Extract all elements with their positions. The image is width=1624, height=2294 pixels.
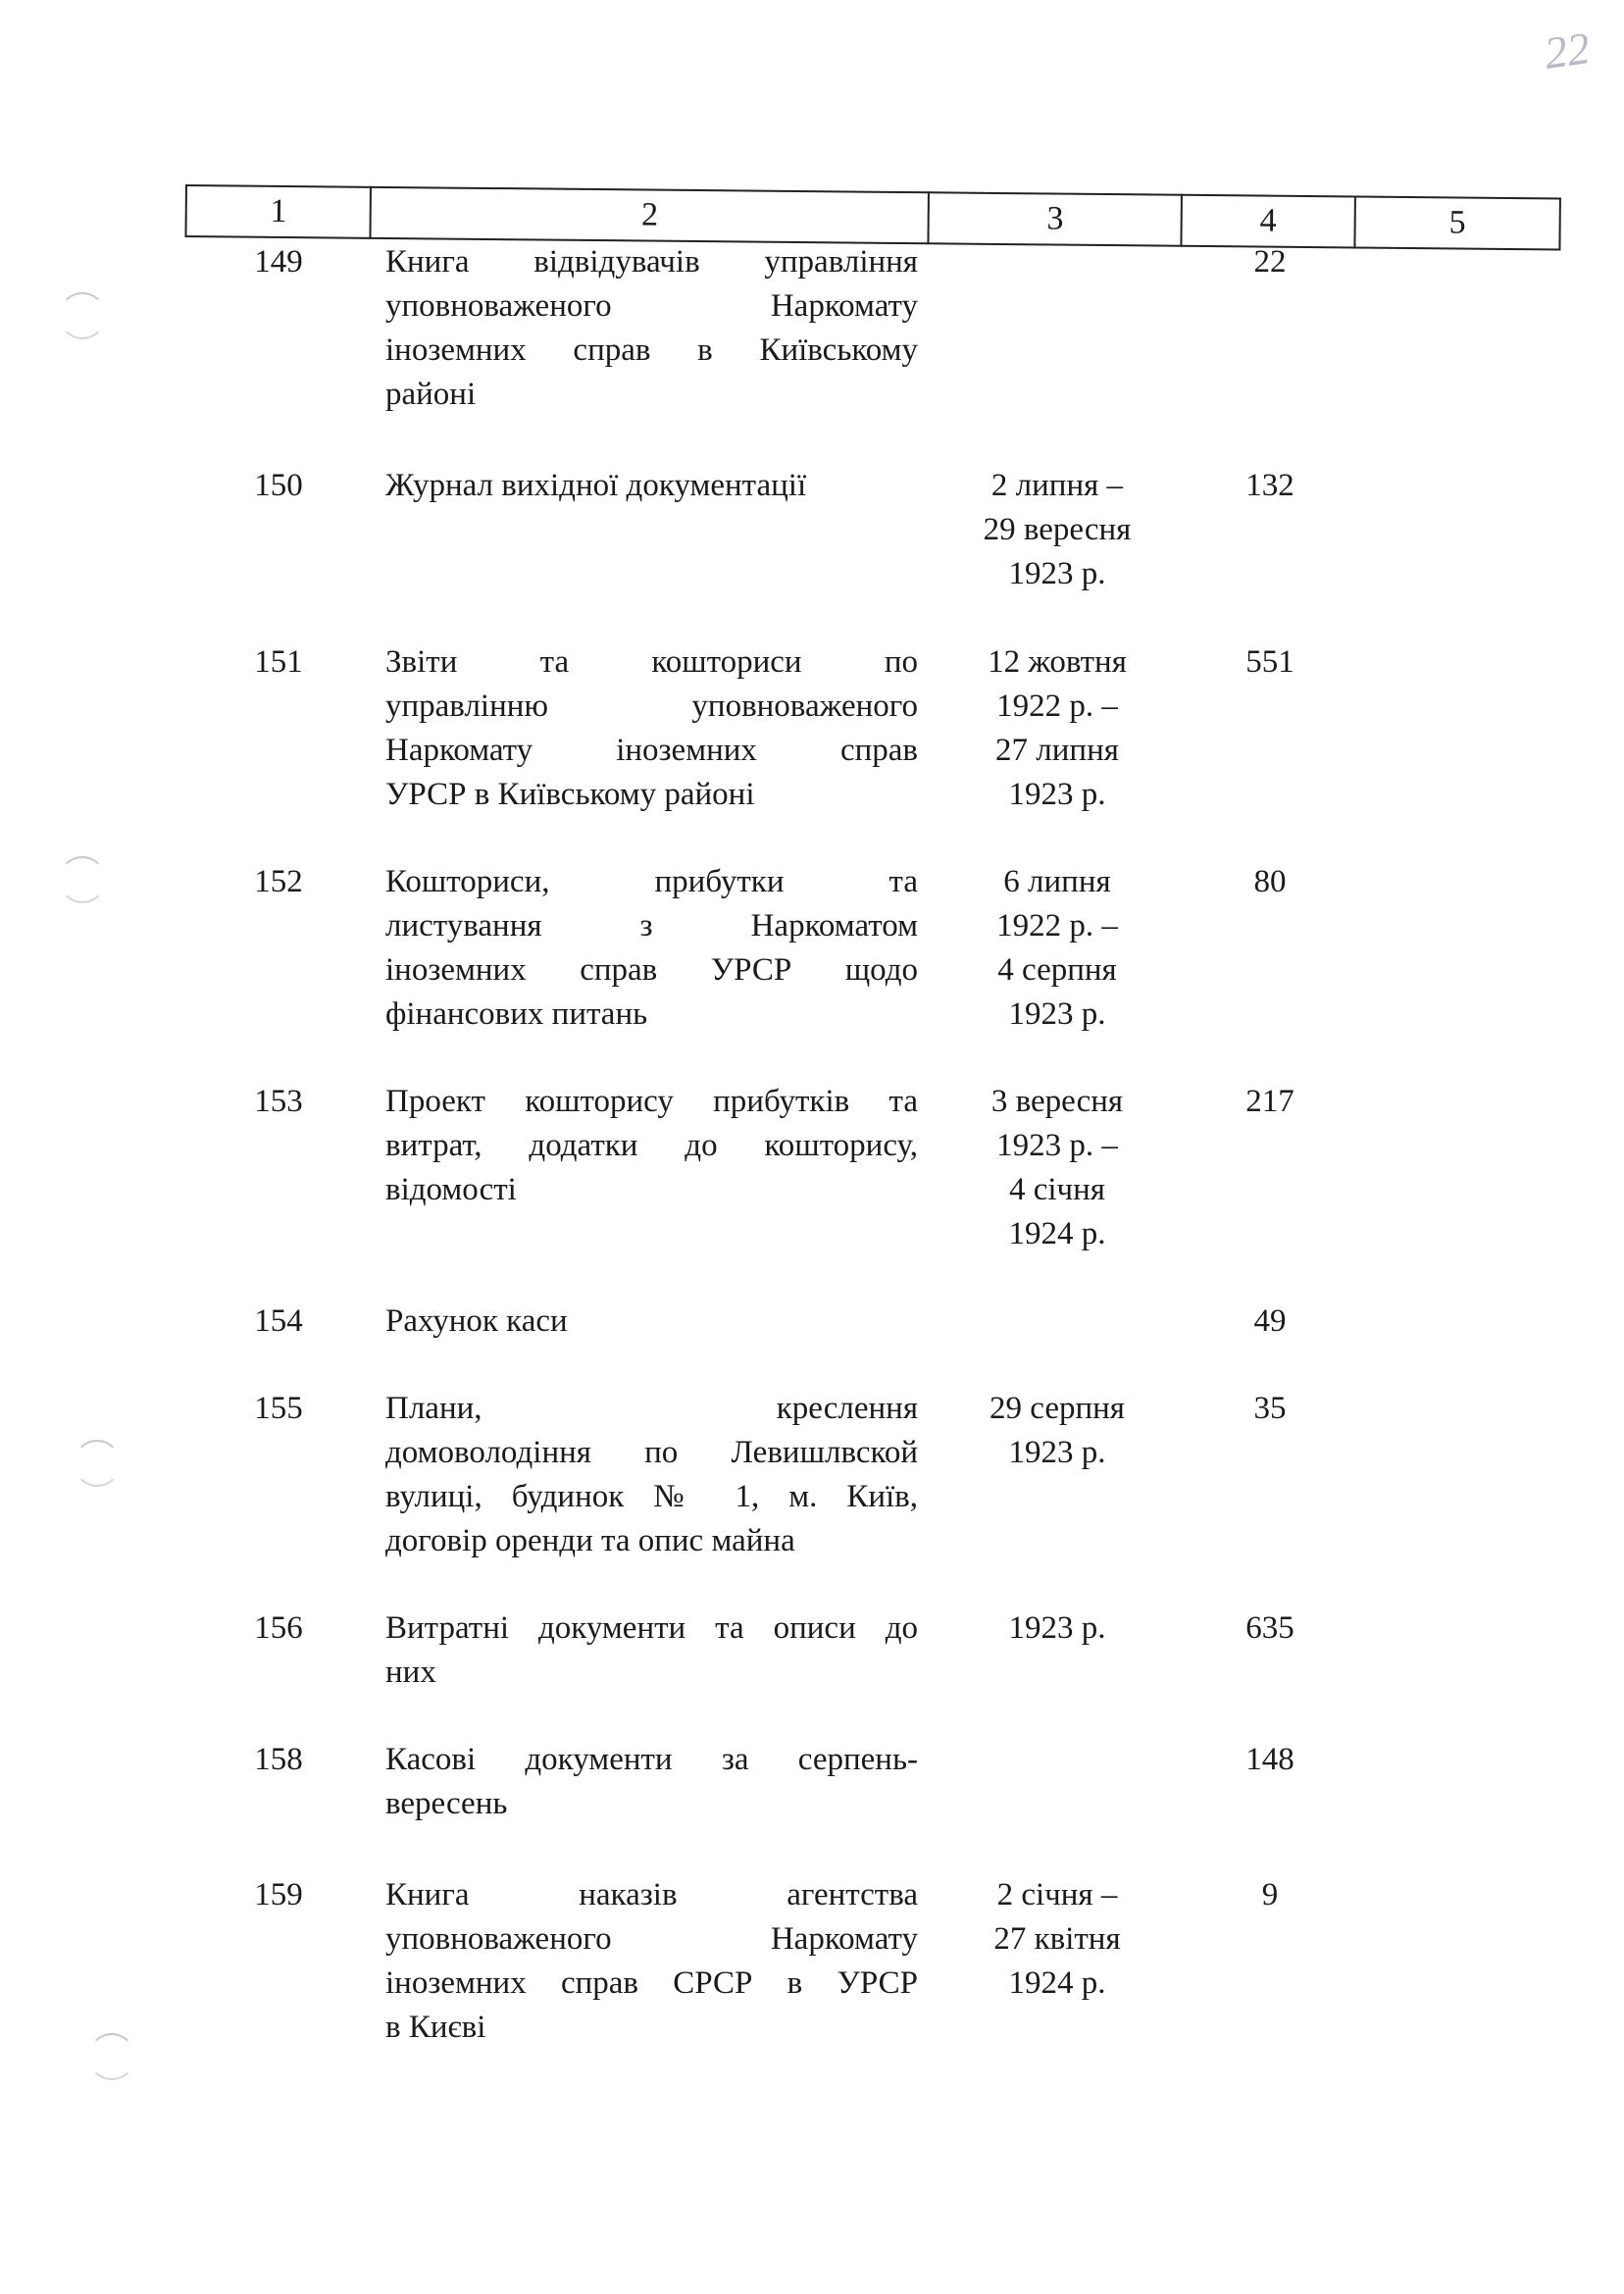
page-number: 22 <box>1541 23 1594 78</box>
item-title-line: фінансових питань <box>385 996 648 1032</box>
item-number: 149 <box>254 244 303 280</box>
column-header: 3 <box>929 192 1182 245</box>
item-date-line: 3 вересня <box>990 1084 1124 1119</box>
item-title <box>385 1080 918 1212</box>
item-title-line: договір оренди та опис майна <box>385 1523 795 1558</box>
item-date-line: 4 січня <box>1008 1172 1105 1207</box>
item-title-line: УРСР в Київському районі <box>385 777 755 812</box>
item-title-line: витрат, додатки до кошторису, <box>385 1128 918 1163</box>
item-title <box>385 1387 918 1563</box>
item-dates <box>931 860 1184 1037</box>
item-sheet-count: 22 <box>1253 244 1287 280</box>
item-number: 154 <box>254 1303 303 1339</box>
item-date-line: 1923 р. <box>1008 996 1106 1032</box>
item-title-line: іноземних справ в Київському <box>385 332 918 368</box>
item-sheet-count: 635 <box>1245 1610 1294 1646</box>
item-date-line: 27 квітня <box>993 1921 1121 1957</box>
item-title-line: Витратні документи та описи до <box>385 1610 918 1646</box>
item-date-line: 2 липня – <box>990 468 1124 503</box>
item-number: 156 <box>254 1610 303 1646</box>
item-date-line: 2 січня – <box>996 1877 1118 1912</box>
item-date-line: 1922 р. – <box>996 908 1118 943</box>
item-title-line: Плани, креслення <box>385 1391 918 1426</box>
item-title <box>385 860 918 1037</box>
item-date-line: 1924 р. <box>1008 1216 1106 1251</box>
item-sheet-count: 551 <box>1245 644 1294 680</box>
item-number: 159 <box>254 1877 303 1912</box>
item-title-line: в Києві <box>385 2010 486 2045</box>
item-title-line: Проект кошторису прибутків та <box>385 1084 918 1119</box>
item-number: 152 <box>254 864 303 899</box>
item-title <box>385 640 918 817</box>
item-dates <box>931 640 1184 817</box>
item-title-line: Книга відвідувачів управління <box>385 244 918 280</box>
item-date-line: 4 серпня <box>997 952 1117 988</box>
item-date-line: 1922 р. – <box>996 688 1118 724</box>
item-sheet-count: 80 <box>1253 864 1287 899</box>
item-date-line: 6 липня <box>1003 864 1111 899</box>
item-title-line: уповноваженого Наркомату <box>385 1921 918 1957</box>
item-date-line: 29 серпня <box>990 1391 1125 1426</box>
punch-hole-mark <box>59 292 106 339</box>
item-date-line: 1923 р. – <box>996 1128 1118 1163</box>
item-date-line: 1923 р. <box>1008 1610 1106 1646</box>
item-title-line: Рахунок каси <box>385 1303 568 1339</box>
item-date-line: 29 вересня <box>983 512 1132 547</box>
item-title <box>385 1873 918 2050</box>
punch-hole-mark <box>59 856 106 903</box>
item-dates <box>931 1606 1184 1651</box>
item-title-line: домоволодіння по Левишлвской <box>385 1435 918 1470</box>
item-title-line: Звіти та кошториси по <box>385 644 918 680</box>
item-sheet-count: 35 <box>1253 1391 1287 1426</box>
item-title-line: Наркомату іноземних справ <box>385 733 918 768</box>
punch-hole-mark <box>88 2033 135 2080</box>
item-title <box>385 1606 918 1695</box>
item-title-line: вулиці, будинок № 1, м. Київ, <box>385 1479 918 1514</box>
item-title-line: відомості <box>385 1172 517 1207</box>
column-header: 2 <box>371 187 929 243</box>
item-dates <box>931 1873 1184 2006</box>
item-sheet-count: 132 <box>1245 468 1294 503</box>
item-dates <box>931 1080 1184 1256</box>
item-dates <box>931 464 1184 596</box>
item-date-line: 1923 р. <box>1008 777 1106 812</box>
column-header: 5 <box>1354 196 1560 249</box>
item-dates <box>931 1387 1184 1475</box>
item-title-line: Журнал вихідної документації <box>385 468 807 503</box>
item-sheet-count: 217 <box>1245 1084 1294 1119</box>
item-title-line: Книга наказів агентства <box>385 1877 918 1912</box>
item-title <box>385 464 918 508</box>
item-title-line: вересень <box>385 1786 508 1821</box>
item-title-line: управлінню уповноваженого <box>385 688 918 724</box>
item-sheet-count: 9 <box>1261 1877 1279 1912</box>
item-title-line: районі <box>385 377 477 412</box>
item-date-line: 27 липня <box>995 733 1119 768</box>
item-number: 155 <box>254 1391 303 1426</box>
item-date-line: 1923 р. <box>1008 1435 1106 1470</box>
item-title-line: них <box>385 1655 436 1690</box>
item-number: 150 <box>254 468 303 503</box>
item-date-line: 1923 р. <box>1008 556 1106 591</box>
item-number: 158 <box>254 1742 303 1777</box>
item-title-line: іноземних справ СРСР в УРСР <box>385 1965 918 2001</box>
punch-hole-mark <box>74 1440 121 1487</box>
column-header: 4 <box>1182 195 1355 248</box>
item-title <box>385 1738 918 1826</box>
item-sheet-count: 49 <box>1253 1303 1287 1339</box>
item-number: 151 <box>254 644 303 680</box>
item-title-line: листування з Наркоматом <box>385 908 918 943</box>
item-title-line: уповноваженого Наркомату <box>385 288 918 324</box>
item-number: 153 <box>254 1084 303 1119</box>
item-title-line: іноземних справ УРСР щодо <box>385 952 918 988</box>
item-title <box>385 240 918 417</box>
item-title-line: Кошториси, прибутки та <box>385 864 918 899</box>
item-date-line: 12 жовтня <box>988 644 1127 680</box>
item-sheet-count: 148 <box>1245 1742 1294 1777</box>
column-header: 1 <box>185 185 371 238</box>
item-title <box>385 1300 918 1344</box>
item-title-line: Касові документи за серпень- <box>385 1742 918 1777</box>
item-date-line: 1924 р. <box>1008 1965 1106 2001</box>
